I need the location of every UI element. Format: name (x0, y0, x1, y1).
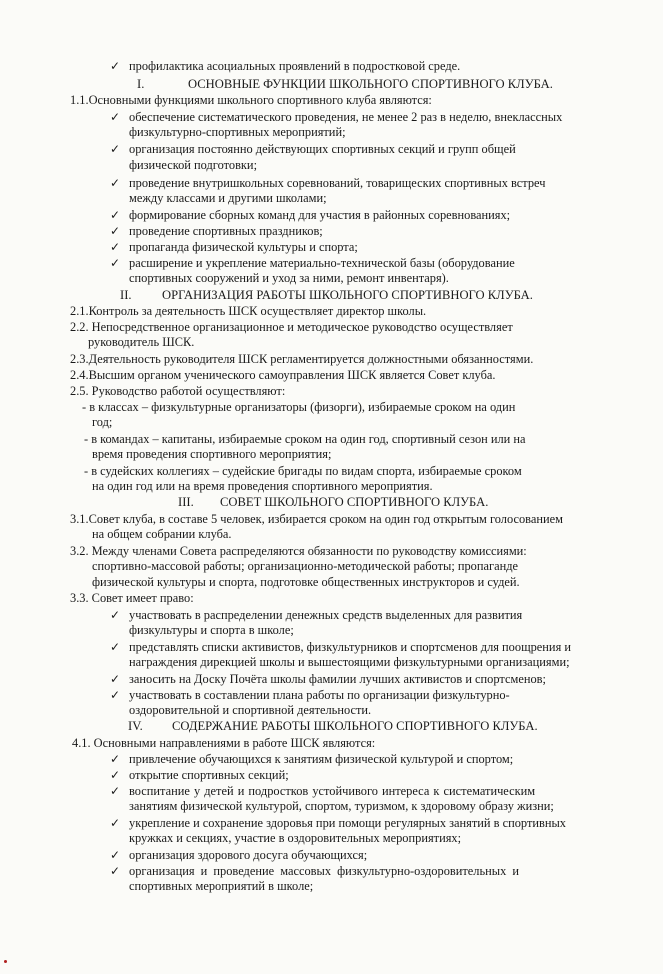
list-item-text: организация и проведение массовых физкультурно-оздоровительных и (129, 864, 520, 878)
section-title: СОДЕРЖАНИЕ РАБОТЫ ШКОЛЬНОГО СПОРТИВНОГО КЛУБА. (172, 719, 538, 733)
list-item-text: представлять списки активистов, физкультурников и спортсменов для поощрения и (129, 640, 571, 654)
list-item-text: открытие спортивных секций; (129, 768, 289, 782)
paragraph-line: 3.3. Совет имеет право: (70, 591, 194, 605)
paragraph-line: спортивно-массовой работы; организационно-методической работы; пропаганде (92, 559, 519, 573)
list-item-text: воспитание у детей и подростков устойчивого интереса к систематическим (129, 784, 536, 798)
paragraph-line: 2.2. Непосредственное организационное и методическое руководство осуществляет (70, 320, 513, 334)
check-icon: ✓ (110, 176, 121, 190)
paragraph-line: 1.1.Основными функциями школьного спортивного клуба являются: (70, 93, 432, 107)
section-title: ОСНОВНЫЕ ФУНКЦИИ ШКОЛЬНОГО СПОРТИВНОГО КЛУБА. (188, 77, 553, 91)
check-icon: ✓ (110, 608, 121, 622)
list-item-text: физической подготовки; (129, 158, 258, 172)
check-icon: ✓ (110, 208, 121, 222)
list-item-text: оздоровительной и спортивной деятельности. (129, 703, 372, 717)
list-item-text: укрепление и сохранение здоровья при помощи регулярных занятий в спортивных (129, 816, 566, 830)
paragraph-line: физической культуры и спорта, подготовке общественных инструкторов и судей. (92, 575, 520, 589)
section-title: СОВЕТ ШКОЛЬНОГО СПОРТИВНОГО КЛУБА. (220, 495, 489, 509)
check-icon: ✓ (110, 256, 121, 270)
list-item-text: проведение спортивных праздников; (129, 224, 323, 238)
check-icon: ✓ (110, 752, 121, 766)
check-icon: ✓ (110, 224, 121, 238)
paragraph-line: 2.5. Руководство работой осуществляют: (70, 384, 286, 398)
list-item-text: физкультурно-спортивных мероприятий; (129, 125, 346, 139)
check-icon: ✓ (110, 816, 121, 830)
list-item-text: заносить на Доску Почёта школы фамилии лучших активистов и спортсменов; (129, 672, 546, 686)
paragraph-line: - в классах – физкультурные организаторы (физорги), избираемые сроком на один (82, 400, 516, 414)
check-icon: ✓ (110, 142, 121, 156)
paragraph-line: 3.2. Между членами Совета распределяются обязанности по руководству комиссиями: (70, 544, 527, 558)
list-item-text: физкультуры и спорта в школе; (129, 623, 294, 637)
section-number: I. (137, 77, 145, 91)
paragraph-line: 4.1. Основными направлениями в работе ШСК являются: (72, 736, 376, 750)
list-item-text: профилактика асоциальных проявлений в подростковой среде. (129, 59, 461, 73)
check-icon: ✓ (110, 768, 121, 782)
list-item-text: спортивных мероприятий в школе; (129, 879, 314, 893)
check-icon: ✓ (110, 864, 121, 878)
list-item-text: организация постоянно действующих спортивных секций и групп общей (129, 142, 516, 156)
check-icon: ✓ (110, 640, 121, 654)
list-item-text: между классами и другими школами; (129, 191, 327, 205)
list-item-text: участвовать в распределении денежных средств выделенных для развития (129, 608, 523, 622)
list-item-text: расширение и укрепление материально-технической базы (оборудование (129, 256, 515, 270)
paragraph-line: на один год или на время проведения спортивного мероприятия. (92, 479, 433, 493)
list-item-text: участвовать в составлении плана работы по организации физкультурно- (129, 688, 510, 702)
list-item-text: обеспечение систематического проведения, не менее 2 раз в неделю, внеклассных (129, 110, 563, 124)
list-item-text: пропаганда физической культуры и спорта; (129, 240, 358, 254)
paragraph-line: руководитель ШСК. (88, 335, 195, 349)
section-number: II. (120, 288, 132, 302)
paragraph-line: 2.4.Высшим органом ученического самоуправления ШСК является Совет клуба. (70, 368, 496, 382)
list-item-text: привлечение обучающихся к занятиям физической культурой и спортом; (129, 752, 514, 766)
check-icon: ✓ (110, 59, 121, 73)
paragraph-line: 2.1.Контроль за деятельность ШСК осуществляет директор школы. (70, 304, 427, 318)
list-item-text: занятиям физической культурой, спортом, туризмом, к здоровому образу жизни; (129, 799, 554, 813)
paragraph-line: - в командах – капитаны, избираемые сроком на один год, спортивный сезон или на (84, 432, 526, 446)
check-icon: ✓ (110, 688, 121, 702)
section-title: ОРГАНИЗАЦИЯ РАБОТЫ ШКОЛЬНОГО СПОРТИВНОГО КЛУБА. (162, 288, 533, 302)
check-icon: ✓ (110, 110, 121, 124)
scan-mark (4, 960, 7, 963)
check-icon: ✓ (110, 672, 121, 686)
check-icon: ✓ (110, 784, 121, 798)
list-item-text: формирование сборных команд для участия в районных соревнованиях; (129, 208, 511, 222)
paragraph-line: год; (92, 415, 113, 429)
check-icon: ✓ (110, 240, 121, 254)
paragraph-line: - в судейских коллегиях – судейские бригады по видам спорта, избираемые сроком (84, 464, 522, 478)
list-item-text: проведение внутришкольных соревнований, товарищеских спортивных встреч (129, 176, 546, 190)
list-item-text: награждения дирекцией школы и вышестоящими физкультурными организациями; (129, 655, 570, 669)
paragraph-line: время проведения спортивного мероприятия; (92, 447, 332, 461)
paragraph-line: на общем собрании клуба. (92, 527, 232, 541)
paragraph-line: 3.1.Совет клуба, в составе 5 человек, избирается сроком на один год открытым голосованием (70, 512, 563, 526)
section-number: IV. (128, 719, 143, 733)
list-item-text: спортивных сооружений и уход за ними, ремонт инвентаря). (129, 271, 449, 285)
section-number: III. (178, 495, 194, 509)
list-item-text: кружках и секциях, участие в оздоровительных мероприятиях; (129, 831, 462, 845)
list-item-text: организация здорового досуга обучающихся; (129, 848, 368, 862)
paragraph-line: 2.3.Деятельность руководителя ШСК регламентируется должностными обязанностями. (70, 352, 534, 366)
check-icon: ✓ (110, 848, 121, 862)
